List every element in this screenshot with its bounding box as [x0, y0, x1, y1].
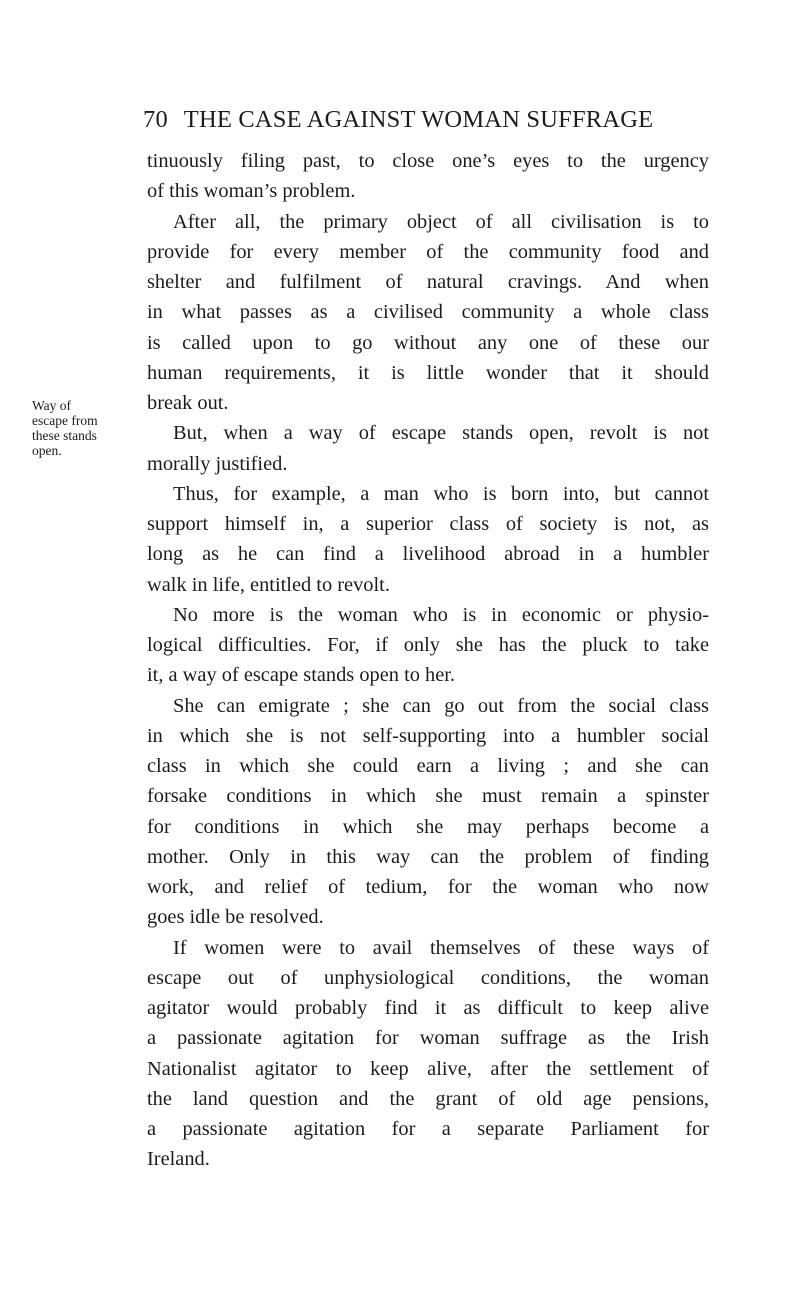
margin-note-line: open.	[32, 443, 62, 458]
text-line: it, a way of escape stands open to her.	[147, 664, 456, 687]
text-line: class in which she could earn a living ; and she can	[147, 755, 709, 777]
text-line: tinuously filing past, to close one’s eyes to the urgency	[147, 150, 709, 172]
page-number: 70	[143, 106, 168, 133]
text-line: mother. Only in this way can the problem of finding	[147, 845, 709, 868]
text-line: is called upon to go without any one of these our	[147, 331, 709, 354]
text-line: long as he can find a livelihood abroad in a humbler	[147, 543, 709, 566]
text-line: If women were to avail themselves of these ways of	[173, 936, 709, 959]
running-header	[143, 103, 683, 137]
running-title: THE CASE AGAINST WOMAN SUFFRAGE	[183, 106, 654, 133]
text-line: escape out of unphysiological conditions, the woman	[147, 966, 709, 989]
margin-note-line: these stands	[32, 428, 97, 443]
text-line: But, when a way of escape stands open, revolt is not	[173, 422, 709, 445]
text-line: support himself in, a superior class of society is not, as	[147, 513, 709, 535]
margin-note	[32, 398, 152, 458]
text-line: in which she is not self-supporting into a humbler social	[147, 724, 709, 747]
text-line: a passionate agitation for woman suffrage as the Irish	[147, 1027, 709, 1050]
margin-note-line: escape from	[32, 413, 98, 428]
text-line: provide for every member of the community food and	[147, 240, 709, 263]
text-line: morally justified.	[147, 452, 288, 475]
text-line: human requirements, it is little wonder that it should	[147, 361, 709, 384]
text-line: of this woman’s problem.	[147, 180, 356, 203]
text-line: No more is the woman who is in economic or physio-	[173, 603, 709, 626]
text-line: a passionate agitation for a separate Parliament for	[147, 1118, 709, 1140]
margin-note-line: Way of	[32, 398, 72, 413]
text-line: in what passes as a civilised community a whole class	[147, 301, 709, 324]
text-line: She can emigrate ; she can go out from the social class	[173, 694, 709, 717]
text-line: logical difficulties. For, if only she has the pluck to take	[147, 634, 709, 656]
text-line: forsake conditions in which she must remain a spinster	[147, 785, 709, 808]
text-line: agitator would probably find it as difficult to keep alive	[147, 997, 709, 1019]
text-line: Thus, for example, a man who is born into, but cannot	[173, 482, 709, 505]
body-text	[147, 146, 709, 1175]
text-line: break out.	[147, 392, 229, 414]
text-line: Nationalist agitator to keep alive, after the settlement of	[147, 1057, 709, 1080]
text-line: Ireland.	[147, 1148, 210, 1171]
text-line: shelter and fulfilment of natural cravings. And when	[147, 271, 709, 293]
text-line: for conditions in which she may perhaps become a	[147, 815, 709, 838]
text-line: walk in life, entitled to revolt.	[147, 573, 390, 596]
text-line: the land question and the grant of old age pensions,	[147, 1087, 709, 1110]
text-line: work, and relief of tedium, for the woman who now	[147, 876, 709, 898]
text-line: goes idle be resolved.	[147, 906, 324, 929]
text-line: After all, the primary object of all civilisation is to	[173, 210, 709, 233]
